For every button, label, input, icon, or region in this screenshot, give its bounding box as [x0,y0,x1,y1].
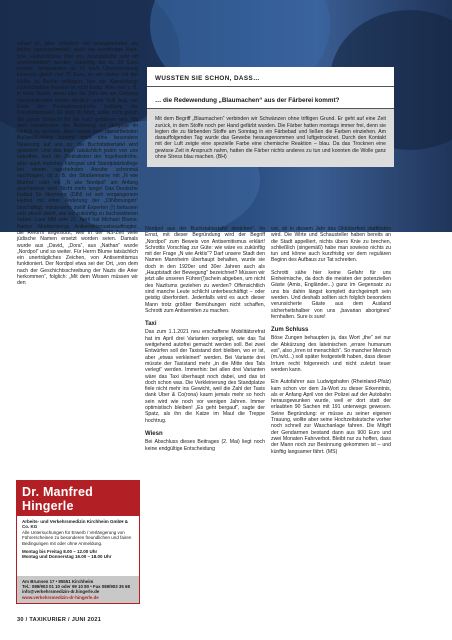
middle-paragraph: Nordpol aus der Buchstabiertafel streichen“. Im Ernst, mit dieser Begründung wird der Begriff „Nordpol“ zum Beweis von Antisemitismus erklärt! Schrottis Vorschlag zur Güte: wie wäre es zukünftig mit der Frage „N wie Arktis“? Darf unsere Stadt den Namen Mannheim überhaupt behalten, wurde sie doch in den 1920er und 30er Jahren auch als „Hauptstadt der Bewegung“ bezeichnet? Müssen wir jetzt alle unseren Führer(!)schein abgeben, um nicht des Nazitums geziehen zu werden? Offensichtlich sind manche Leute schlicht unterbeschäftigt – oder geistig überfordert. Jedenfalls wird es auch dieser Mann trotz größter Bemühungen nicht schaffen, Schrotti zum Antisemiten zu machen. [145,226,265,314]
section-heading-wiesn: Wiesn [145,430,163,437]
right-column [271,226,391,455]
info-box-subheading: … die Redewendung „Blaumachen“ aus der Färberei kommt? [147,87,394,109]
ad-contact-box [17,576,139,603]
ad-address: Am Brunnen 17 • 85551 Kirchheim [22,578,94,584]
left-paragraph: scharf ist, aber trotzdem viel unangenehmer als bisher (auszugsweise): auch nur kurzfristige Park- bzw. Haltverstösse (bei uns zwangsläufig sehr oft unvermeidbar) werden zukünftig bis zu 55 Euro kosten; Tempoünden ab 16 km/h Überschreitung innerorts gleich mal 70 Euro, so wie bisher mit der Hälfte zu Buche schlugen. Nur zur Klarstellung: rücksichtslose Raserei ist nicht lustig. Aber wer z. B. in tiefer Nacht, wenn also die Zahl der am Gehweg herumtollenden Kinder deutlich unter Null liegt, am Ende der Peutastrozzistraße (entlang der Friedhofsmauer) 50 statt 30 fährt, sollte nicht gleich die ganze Schlacht für die Katz' gefahren sein. Mit dem Inkrafttreten der Änderung ist übrigens im Herbst zu rechnen. Aber neben dem überarbeiteten Bußgeldkatalog kommt noch eine besondere Neuerung auf uns zu: die Buchstabiertafel wird geändert! Und das kann tatsächlich jeden von uns betreffen, weil die Zentralisten der Ingelhardröhe, aber auch mancher Fahrgast und Standplatzkollege bei einem naschelnden Anrufer schonmal nachfragen, ob z. B. der Straßenname mit „N wie Martha“ oder mit „N wie Nordpol“ am Anfang geschrieben wird. Nicht mehr lange! Das Deutsche Institut für Normung (DIN) ist seit vergangenem Herbst mit einer Änderung der „DINbmungstr“ beschäftigt; mindestens zwölf Experten (!) befassen sich akuell damit, wie wir zukünftig zu buchstabieren haben. Laut MM vom 21. April hat Michael Blume, Baden Württembergs Antisemitismusbeauftragter, die Reform angestößt, weil in der NS-Zeit viele jüdische Namen ersetzt worden seien. Damals wurde aus „David„ „Dora“, aus „Nathan“ wurde „Nordpol“ und so weiter. Für Herrn Blume tatsächlich ein unerträgliches Zeichen, von Antisemitismus funktioniert. Der Nordpol etwa sei der Ort, „von dem nach der Geschichtsschreibung der Nazis die Arier herkommen“, folglich: „Mit dem Wissen müssen wir den [17,41,138,287]
ad-email-link[interactable]: info@verkehrsmedizin-dr.hingerle.de [22,589,100,595]
page-footer: 30 / TAXIKURIER / JUNI 2021 [17,617,102,623]
section-heading-taxi: Taxi [145,321,157,328]
ad-description: Alle Untersuchungen für Erwerb / Verlängerung von Führerscheinen zu besonderen freundlichen und fairen Bedingungen mit oder ohne Anmeldung. [22,529,132,546]
section-text-schluss-2: Ein Autofahrer aus Ludwigshafen (Rheinland-Pfalz) kam schon vor dem Ja-Wort zu dieser Erkenntnis, als er Anfang April von der Polizei auf der Autobahn herausgewunken wurde, weil er dort statt der erlaubten 90 Sachen mit 191 unterwegs gewesen. Seine Begründung: er müsse zu seiner eigenen Trauung, wollte aber seine Hochzeitskutsche vorher noch schnell zur Waschanlage fahren. Die Mitgift der Gendarmen bestand dann aus 900 Euro und zwei Monaten Fahrverbot. Bleibt nur zu hoffen, dass der Mann noch zur Besinnung gekommen ist – und künftig langsamer fährt. (MS) [271,379,391,455]
right-paragraph: vor, ob in diesem Jahr das Oktoberfest stattfinden wird. Die Wirte und Schausteller haben bereits an die Stadt appelliert, nichts übers Knie zu brechen, schließlich (singemäß) habe man sowieso nichts zu tun und könne auch kurzfristig vor dem regulären Beginn des Aufbaus zur Tat schreiten. [271,226,391,264]
info-box-body: Mit dem Begriff „Blaumachen“ verbinden wir Schwänzen ohne triftigen Grund. Er geht auf eine Zeit zurück, in dem Stoffe noch per Hand gefärbt wurden. Die Färber hatten montags immer frei, denn sie legten die zu färbenden Stoffe am Sonntag in ein Färbebad und ließen die Farben einziehen. Am darauffolgenden Tag wurde das Gewebe herausgenommen und luftgetrocknet. Durch den Kontakt mit der Luft zeigte eine spezielle Farbe eine chemische Reaktion – blau. Da das Trocknen eine gewisse Zeit in Anspruch nahm, hatten die Färber nichts anderes zu tun und konnten die Wolle ganz ohne Stress blau machen. (BH) [147,109,394,167]
advertisement-box [16,480,140,604]
right-paragraph: Schrotti sähe hier keine Gefahr für uns Einheimische, da doch die meisten der potenziellen Gäste (Amis, Engländer...) ganz im Gegensatz zu uns bis dahin längst komplett durchgeimpft sein werden. Und deshalb sollten sich folglich besonders verunsicherte Gäste aus dem Ausland sicherheitshalber von uns „bavarian aborigines“ fernhalten. Sure is sure! [271,269,391,320]
info-box [147,67,394,167]
section-heading-schluss: Zum Schluss [271,327,309,334]
ad-company: Arbeits- und Verkehrsmedizin Kirchheim GmbH & Co. KG [22,519,129,530]
ad-phone: Tel.: 089/903 01 10 oder 99 10 80 • Fax 089/903 35 68 [22,584,130,590]
ad-web-link[interactable]: www.verkehrsmedizin-dr-hingerle.de [22,594,99,600]
info-box-heading: WUSSTEN SIE SCHON, DASS… [147,67,394,87]
section-text-schluss: Böse Zungen behaupten ja, das Wort „the“ sei nur die Abkürzung des lateinischen „errare humanum est“, also „Irren ist menschlich“. So mancher Mensch (m./w/d...) soll später festgestellt haben, dass dieser Irrtum recht folgenreich und nicht zuletzt teuer werden kann. [271,335,391,373]
ad-doctor-name: Dr. Manfred Hingerle [17,481,139,516]
ad-hours-1: Montag bis Freitag 8.00 – 12.00 Uhr [22,549,98,555]
left-column [17,41,138,287]
section-text-taxi: Das zum 1.1.2021 neu erschaffene Mobilitätsrefrat hat im April drei Varianten vorgelegt, wie das Tai weitgehend autofrei gemacht werden soll. Bei zwei Entwürfen soll der Taxistand dort bleiben, wo er ist, aber „etwas verkleinert“ werden. Bei Variante drei müsste der Taxistand mehr „in die Mitte des Tals verlegt“ werden. Immerhin: bei allen drei Varianten wäre das Taxi überhaupt noch dabei, und das ist doch schon was. Die Verkleinerung des Standplatze fiele nicht mehr ins Gewicht, weil die Zahl der Taxis dank Uber & Co(rona) kaum jemals mehr so hoch sein wird wie noch vor wenigen Jahren. Immer optimistisch bleiben! „Es geht bergauf“, sagte der Spatz, als ihn die Katze im Maul die Treppe hochtrug. [145,329,265,424]
ad-content [17,516,139,563]
section-text-wiesn: Bei Abschluss dieses Beitrages (2. Mai) liegt noch keine endgültige Entscheidung [145,439,265,452]
middle-column [145,226,265,452]
ad-hours-2: Montag und Donnerstag 16.00 – 18.00 Uhr [22,554,112,560]
